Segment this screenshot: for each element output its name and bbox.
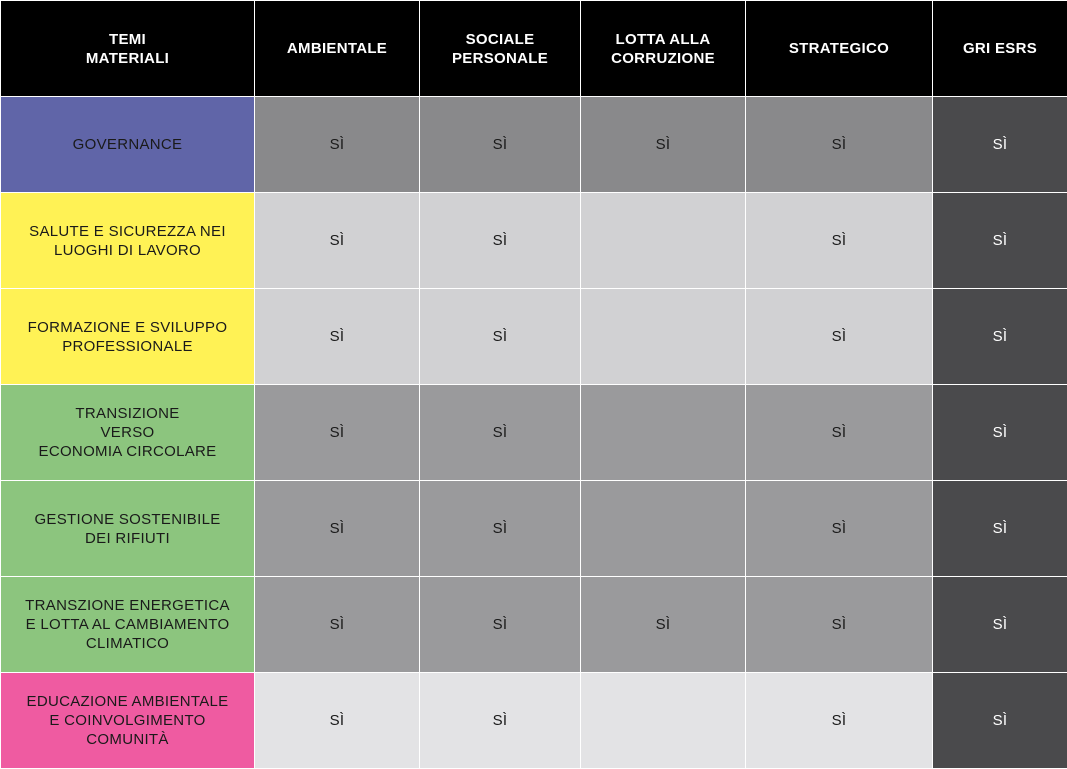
corruzione-cell	[581, 673, 746, 769]
strategico-cell: SÌ	[746, 577, 933, 673]
theme-cell: TRANSZIONE ENERGETICA E LOTTA AL CAMBIAMENTO CLIMATICO	[1, 577, 255, 673]
ambientale-cell: SÌ	[255, 385, 420, 481]
gri-cell: SÌ	[933, 289, 1067, 385]
strategico-cell: SÌ	[746, 481, 933, 577]
header-row	[1, 1, 1067, 97]
theme-cell: TRANSIZIONE VERSO ECONOMIA CIRCOLARE	[1, 385, 255, 481]
theme-cell: GESTIONE SOSTENIBILE DEI RIFIUTI	[1, 481, 255, 577]
gri-cell: SÌ	[933, 97, 1067, 193]
table-row	[1, 577, 1067, 673]
strategico-cell: SÌ	[746, 673, 933, 769]
corruzione-cell	[581, 385, 746, 481]
sociale-cell: SÌ	[420, 481, 581, 577]
ambientale-cell: SÌ	[255, 481, 420, 577]
ambientale-cell: SÌ	[255, 577, 420, 673]
ambientale-cell: SÌ	[255, 289, 420, 385]
theme-cell: GOVERNANCE	[1, 97, 255, 193]
gri-cell: SÌ	[933, 481, 1067, 577]
sociale-cell: SÌ	[420, 193, 581, 289]
gri-cell: SÌ	[933, 673, 1067, 769]
table-row	[1, 481, 1067, 577]
table-row	[1, 673, 1067, 769]
corruzione-cell	[581, 193, 746, 289]
sociale-cell: SÌ	[420, 97, 581, 193]
corruzione-cell: SÌ	[581, 577, 746, 673]
ambientale-cell: SÌ	[255, 673, 420, 769]
gri-cell: SÌ	[933, 577, 1067, 673]
sociale-cell: SÌ	[420, 577, 581, 673]
sociale-cell: SÌ	[420, 673, 581, 769]
header-lotta-alla-corruzione: LOTTA ALLA CORRUZIONE	[581, 1, 746, 97]
table-row	[1, 193, 1067, 289]
theme-cell: FORMAZIONE E SVILUPPO PROFESSIONALE	[1, 289, 255, 385]
table-row	[1, 97, 1067, 193]
header-sociale-personale: SOCIALE PERSONALE	[420, 1, 581, 97]
header-temi-materiali: TEMI MATERIALI	[1, 1, 255, 97]
ambientale-cell: SÌ	[255, 193, 420, 289]
theme-cell: SALUTE E SICUREZZA NEI LUOGHI DI LAVORO	[1, 193, 255, 289]
corruzione-cell: SÌ	[581, 97, 746, 193]
header-gri-esrs: GRI ESRS	[933, 1, 1067, 97]
theme-cell: EDUCAZIONE AMBIENTALE E COINVOLGIMENTO COMUNITÀ	[1, 673, 255, 769]
gri-cell: SÌ	[933, 385, 1067, 481]
gri-cell: SÌ	[933, 193, 1067, 289]
sociale-cell: SÌ	[420, 289, 581, 385]
strategico-cell: SÌ	[746, 289, 933, 385]
table-row	[1, 385, 1067, 481]
strategico-cell: SÌ	[746, 385, 933, 481]
strategico-cell: SÌ	[746, 193, 933, 289]
corruzione-cell	[581, 481, 746, 577]
header-ambientale: AMBIENTALE	[255, 1, 420, 97]
corruzione-cell	[581, 289, 746, 385]
strategico-cell: SÌ	[746, 97, 933, 193]
sociale-cell: SÌ	[420, 385, 581, 481]
table-row	[1, 289, 1067, 385]
header-strategico: STRATEGICO	[746, 1, 933, 97]
ambientale-cell: SÌ	[255, 97, 420, 193]
